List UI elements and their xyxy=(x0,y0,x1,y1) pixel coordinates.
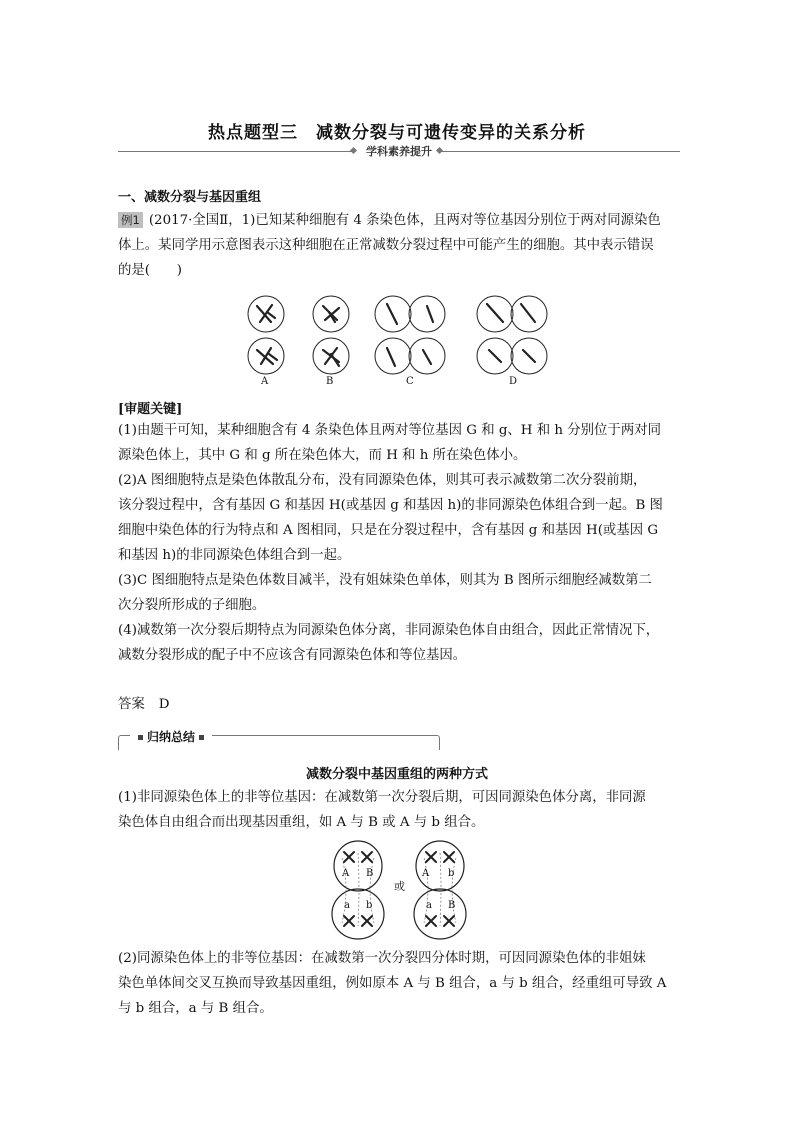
cell-diagrams xyxy=(245,292,555,387)
summary-paragraph-2 xyxy=(118,946,680,1021)
gene-label: a xyxy=(426,900,432,911)
key-line: (2)A 图细胞特点是染色体散乱分布，没有同源染色体，则其可表示减数第二次分裂前期， xyxy=(118,473,647,488)
option-label-a: A xyxy=(261,376,269,387)
or-text: 或 xyxy=(394,880,405,893)
divider-left xyxy=(118,151,355,152)
page-title: 热点题型三 减数分裂与可遗传变异的关系分析 xyxy=(208,123,586,143)
key-line: 和基因 h)的非同源染色体组合到一起。 xyxy=(118,548,351,563)
question-line-2: 体上。某同学用示意图表示这种细胞在正常减数分裂过程中可能产生的细胞。其中表示错误 xyxy=(118,238,654,253)
answer-value: D xyxy=(158,697,170,712)
answer-label: 答案 xyxy=(118,697,145,712)
gene-label: b xyxy=(366,900,373,911)
gene-label: B xyxy=(366,868,374,879)
gene-label: B xyxy=(448,900,456,911)
bullet-square-icon xyxy=(138,735,143,740)
key-line: 减数分裂形成的配子中不应该含有同源染色体和等位基因。 xyxy=(118,648,467,663)
summary-p1-line-2: 染色体自由组合而出现基因重组，如 A 与 B 或 A 与 b 组合。 xyxy=(118,815,485,830)
question-line-1: 例1 (2017·全国Ⅱ，1)已知某种细胞有 4 条染色体，且两对等位基因分别位于两对同源染色 xyxy=(118,208,680,233)
key-line: (3)C 图细胞特点是染色体数目减半，没有姐妹染色单体，则其为 B 图所示细胞经减数第二 xyxy=(118,573,652,588)
gene-label: b xyxy=(448,868,455,879)
key-line: 细胞中染色体的行为特点和 A 图相同，只是在分裂过程中，含有基因 g 和基因 H(或基因 G xyxy=(118,523,659,538)
question-line-3: 的是( ) xyxy=(118,263,183,278)
key-line: (1)由题干可知，某种细胞含有 4 条染色体且两对等位基因 G 和 g、H 和 h 分别位于两对同 xyxy=(118,423,661,438)
key-line: (4)减数第一次分裂后期特点为同源染色体分离，非同源染色体自由组合，因此正常情况下， xyxy=(118,623,660,638)
key-line: 次分裂所形成的子细胞。 xyxy=(118,598,266,613)
section-heading: 一、减数分裂与基因重组 xyxy=(118,190,262,205)
divider-right xyxy=(438,151,680,152)
cell-options-figure xyxy=(245,292,555,387)
key-heading: [审题关键] xyxy=(118,402,183,417)
question-text xyxy=(118,208,680,283)
gene-label: A xyxy=(422,868,430,879)
divider-dot-left xyxy=(350,147,357,154)
summary-p2-line-2: 染色单体间交叉互换而导致基因重组，例如原本 A 与 B 组合，a 与 b 组合，经重组可导致 A xyxy=(118,976,667,991)
option-label-b: B xyxy=(326,376,334,387)
key-line: 源染色体上，其中 G 和 g 所在染色体大，而 H 和 h 所在染色体小。 xyxy=(118,448,527,463)
gene-label: a xyxy=(344,900,350,911)
subtitle-row xyxy=(118,143,680,159)
summary-p2-line-1: (2)同源染色体上的非等位基因：在减数第一次分裂四分体时期，可因同源染色体的非姐妹 xyxy=(118,951,646,966)
summary-p2-line-3: 与 b 组合，a 与 B 组合。 xyxy=(118,1001,273,1016)
summary-center-title: 减数分裂中基因重组的两种方式 xyxy=(305,767,488,782)
key-analysis xyxy=(118,418,680,668)
option-label-c: C xyxy=(406,376,414,387)
option-label-d: D xyxy=(509,376,518,387)
bullet-square-icon xyxy=(199,735,204,740)
meiosis-figure xyxy=(330,838,470,940)
gene-label: A xyxy=(342,868,350,879)
example-tag: 例1 xyxy=(118,212,143,228)
subtitle: 学科素养提升 xyxy=(366,145,432,158)
summary-p1-line-1: (1)非同源染色体上的非等位基因：在减数第一次分裂后期，可因同源染色体分离，非同源 xyxy=(118,790,646,805)
key-line: 该分裂过程中，含有基因 G 和基因 H(或基因 g 和基因 h)的非同源染色体组合到一起。B 图 xyxy=(118,498,663,513)
summary-paragraph-1 xyxy=(118,785,680,835)
answer xyxy=(118,693,184,712)
summary-box-title: 归纳总结 xyxy=(130,728,212,745)
